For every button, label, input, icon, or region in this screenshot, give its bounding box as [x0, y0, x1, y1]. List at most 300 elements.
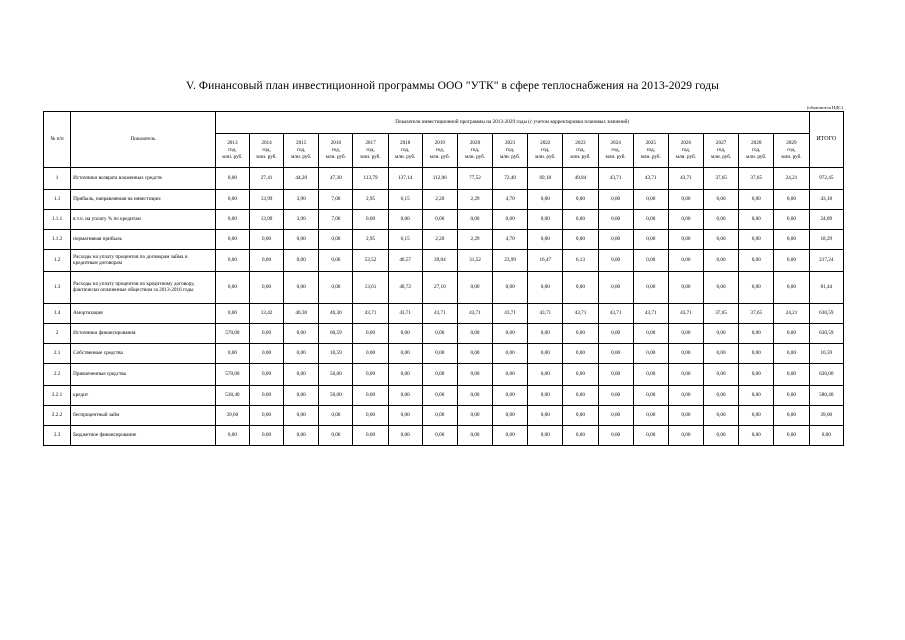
value-cell: 0,00: [704, 426, 739, 446]
value-cell: 24,21: [774, 304, 809, 324]
value-cell: 0,00: [493, 272, 528, 304]
header-year-2028: [739, 134, 774, 168]
header-year-2022: [528, 134, 563, 168]
value-cell: 0,00: [319, 230, 353, 250]
value-cell: 0,00: [249, 324, 283, 344]
row-indicator: Амортизация: [71, 304, 216, 324]
row-total: 630,59: [809, 304, 843, 324]
value-cell: 27,41: [249, 168, 283, 190]
year-label: 2016: [330, 139, 342, 146]
value-cell: 2,20: [422, 230, 457, 250]
value-cell: 0,00: [563, 406, 598, 426]
value-cell: 49,84: [563, 168, 598, 190]
value-cell: 3,90: [284, 190, 319, 210]
unit-label: млн. руб.: [535, 154, 556, 160]
value-cell: 0,00: [563, 190, 598, 210]
value-cell: 7,00: [319, 210, 353, 230]
row-total: 217,24: [809, 250, 843, 272]
value-cell: 0,00: [668, 190, 703, 210]
value-cell: 113,79: [353, 168, 388, 190]
value-cell: 0,00: [388, 324, 422, 344]
row-indicator: беспроцентный займ: [71, 406, 216, 426]
value-cell: 0,00: [563, 272, 598, 304]
year-suffix: год,: [681, 146, 691, 153]
value-cell: 0,00: [633, 210, 668, 230]
year-label: 2023: [575, 139, 586, 146]
value-cell: 10,59: [319, 344, 353, 364]
header-year-2018: [388, 134, 422, 168]
year-suffix: год,: [716, 146, 726, 153]
value-cell: 0,00: [598, 344, 633, 364]
year-label: 2019: [434, 139, 446, 146]
row-indicator: в т.ч. на уплату % по кредитам: [71, 210, 216, 230]
year-label: 2029: [786, 139, 797, 146]
value-cell: 0,00: [598, 324, 633, 344]
value-cell: 0,00: [284, 344, 319, 364]
value-cell: 0,00: [319, 272, 353, 304]
value-cell: 46,57: [388, 250, 422, 272]
value-cell: 0,00: [493, 344, 528, 364]
value-cell: 0,00: [704, 272, 739, 304]
value-cell: 0,00: [668, 386, 703, 406]
value-cell: 0,00: [739, 210, 774, 230]
value-cell: 39,04: [422, 250, 457, 272]
value-cell: 0,00: [668, 406, 703, 426]
value-cell: 7,00: [319, 190, 353, 210]
year-suffix: год,: [576, 146, 585, 153]
value-cell: 0,00: [249, 364, 283, 386]
value-cell: 0,00: [388, 426, 422, 446]
unit-label: млн. руб.: [464, 154, 486, 160]
value-cell: 0,00: [563, 426, 598, 446]
year-label: 2026: [680, 139, 692, 146]
value-cell: 0,00: [668, 344, 703, 364]
header-year-2020: [457, 134, 492, 168]
value-cell: 0,00: [668, 426, 703, 446]
value-cell: 0,00: [215, 426, 249, 446]
value-cell: 0,00: [388, 406, 422, 426]
value-cell: 0,00: [215, 190, 249, 210]
table-row: [44, 230, 844, 250]
value-cell: 0,00: [739, 406, 774, 426]
value-cell: 23,99: [493, 250, 528, 272]
value-cell: 0,00: [739, 364, 774, 386]
value-cell: 0,00: [284, 406, 319, 426]
row-total: 39,60: [809, 406, 843, 426]
value-cell: 0,00: [563, 386, 598, 406]
row-number: 1.2: [44, 250, 71, 272]
value-cell: 77,52: [457, 168, 492, 190]
value-cell: 0,00: [319, 406, 353, 426]
value-cell: 0,00: [528, 210, 563, 230]
value-cell: 0,00: [284, 230, 319, 250]
value-cell: 0,00: [774, 344, 809, 364]
unit-label: млн. руб.: [570, 154, 591, 160]
value-cell: 0,00: [739, 230, 774, 250]
row-total: 24,89: [809, 210, 843, 230]
value-cell: 0,00: [249, 406, 283, 426]
value-cell: 0,00: [774, 324, 809, 344]
value-cell: 0,00: [457, 272, 492, 304]
value-cell: 0,00: [704, 364, 739, 386]
table-row: [44, 426, 844, 446]
value-cell: 0,00: [563, 344, 598, 364]
year-label: 2022: [540, 139, 551, 146]
vat-note: (облагаются НДС): [806, 105, 843, 110]
year-label: 2024: [610, 139, 621, 146]
value-cell: 0,00: [319, 250, 353, 272]
row-total: 630,59: [809, 324, 843, 344]
header-indicator: Показатель: [71, 112, 216, 168]
table-row: [44, 344, 844, 364]
year-label: 2020: [469, 139, 481, 146]
value-cell: 0,00: [633, 364, 668, 386]
value-cell: 0,00: [388, 364, 422, 386]
value-cell: 0,00: [215, 304, 249, 324]
value-cell: 44,20: [284, 168, 319, 190]
value-cell: 0,00: [249, 386, 283, 406]
value-cell: 0,00: [457, 406, 492, 426]
value-cell: 0,00: [598, 250, 633, 272]
value-cell: 0,00: [457, 324, 492, 344]
value-cell: 27,10: [422, 272, 457, 304]
value-cell: 0,00: [774, 386, 809, 406]
value-cell: 0,00: [598, 426, 633, 446]
value-cell: 0,00: [215, 344, 249, 364]
value-cell: 37,65: [739, 168, 774, 190]
value-cell: 37,65: [704, 168, 739, 190]
value-cell: 0,00: [668, 364, 703, 386]
header-caption-row: [44, 112, 844, 134]
header-year-2021: [493, 134, 528, 168]
header-year-2023: [563, 134, 598, 168]
value-cell: 0,00: [353, 210, 388, 230]
value-cell: 0,00: [353, 386, 388, 406]
value-cell: 2,20: [422, 190, 457, 210]
row-total: 10,59: [809, 344, 843, 364]
value-cell: 0,00: [774, 230, 809, 250]
value-cell: 0,00: [704, 406, 739, 426]
row-indicator: Источники возврата вложенных средств: [71, 168, 216, 190]
unit-label: млн. руб.: [222, 154, 243, 160]
value-cell: 0,00: [422, 210, 457, 230]
value-cell: 0,00: [528, 272, 563, 304]
value-cell: 0,00: [774, 272, 809, 304]
value-cell: 2,29: [457, 230, 492, 250]
row-indicator: кредит: [71, 386, 216, 406]
value-cell: 0,00: [493, 426, 528, 446]
value-cell: 39,60: [215, 406, 249, 426]
value-cell: 0,00: [215, 168, 249, 190]
value-cell: 43,71: [563, 304, 598, 324]
unit-label: млн. руб.: [640, 154, 661, 160]
value-cell: 40,72: [388, 272, 422, 304]
row-number: 2.2.2: [44, 406, 71, 426]
value-cell: 0,00: [668, 210, 703, 230]
year-suffix: год,: [297, 146, 306, 153]
value-cell: 43,71: [457, 304, 492, 324]
unit-label: млн. руб.: [360, 154, 381, 160]
value-cell: 0,00: [249, 426, 283, 446]
value-cell: 0,00: [633, 426, 668, 446]
year-suffix: год,: [752, 146, 761, 153]
value-cell: 37,65: [739, 304, 774, 324]
value-cell: 0,00: [668, 272, 703, 304]
value-cell: 0,00: [774, 250, 809, 272]
year-suffix: год,: [611, 146, 620, 153]
value-cell: 0,00: [563, 364, 598, 386]
value-cell: 0,00: [493, 364, 528, 386]
row-indicator: Расходы на уплату процентов по кредитному договору, фактически оплаченные обществом за 2013-2016 годы: [71, 272, 216, 304]
year-suffix: год,: [470, 146, 480, 153]
value-cell: 43,71: [493, 304, 528, 324]
value-cell: 43,71: [598, 168, 633, 190]
header-year-2014: [249, 134, 283, 168]
row-total: 580,40: [809, 386, 843, 406]
value-cell: 2,95: [353, 190, 388, 210]
value-cell: 0,00: [284, 386, 319, 406]
value-cell: 0,00: [353, 426, 388, 446]
value-cell: 13,42: [249, 304, 283, 324]
value-cell: 0,00: [633, 324, 668, 344]
value-cell: 53,52: [353, 250, 388, 272]
year-suffix: год,: [541, 146, 550, 153]
header-year-2025: [633, 134, 668, 168]
value-cell: 60,59: [319, 324, 353, 344]
header-year-2013: [215, 134, 249, 168]
value-cell: 0,00: [704, 344, 739, 364]
row-indicator: Расходы на уплату процентов по договорам займа и кредитным договорам: [71, 250, 216, 272]
year-suffix: год,: [435, 146, 445, 153]
value-cell: 0,00: [422, 386, 457, 406]
value-cell: 0,00: [704, 210, 739, 230]
year-label: 2013: [227, 139, 238, 146]
value-cell: 570,00: [215, 324, 249, 344]
value-cell: 0,00: [353, 364, 388, 386]
header-year-2024: [598, 134, 633, 168]
row-total: 972,45: [809, 168, 843, 190]
unit-label: млн. руб.: [675, 154, 697, 160]
header-num: № п/п: [44, 112, 71, 168]
header-year-2016: [319, 134, 353, 168]
value-cell: 0,00: [457, 426, 492, 446]
value-cell: 0,00: [739, 190, 774, 210]
year-suffix: год,: [262, 146, 271, 153]
value-cell: 0,00: [774, 426, 809, 446]
value-cell: 0,00: [739, 426, 774, 446]
value-cell: 37,65: [704, 304, 739, 324]
value-cell: 0,00: [598, 364, 633, 386]
value-cell: 0,00: [249, 250, 283, 272]
year-label: 2027: [715, 139, 727, 146]
table-row: [44, 190, 844, 210]
value-cell: 72,40: [493, 168, 528, 190]
row-indicator: нормативная прибыль: [71, 230, 216, 250]
value-cell: 0,00: [388, 386, 422, 406]
value-cell: 0,00: [215, 230, 249, 250]
row-indicator: Бюджетное финансирование: [71, 426, 216, 446]
value-cell: 43,71: [598, 304, 633, 324]
value-cell: 47,30: [319, 168, 353, 190]
unit-label: млн. руб.: [500, 154, 521, 160]
value-cell: 0,00: [668, 250, 703, 272]
value-cell: 0,00: [422, 364, 457, 386]
year-label: 2017: [365, 139, 376, 146]
value-cell: 0,00: [633, 250, 668, 272]
value-cell: 6,15: [388, 230, 422, 250]
value-cell: 43,71: [633, 168, 668, 190]
row-number: 2.2: [44, 364, 71, 386]
value-cell: 13,99: [249, 190, 283, 210]
row-indicator: Источники финансирования: [71, 324, 216, 344]
value-cell: 0,00: [353, 406, 388, 426]
value-cell: 43,71: [668, 304, 703, 324]
value-cell: 0,00: [284, 364, 319, 386]
value-cell: 0,00: [528, 190, 563, 210]
row-indicator: Прибыль, направляемая на инвестиции:: [71, 190, 216, 210]
value-cell: 0,00: [774, 364, 809, 386]
value-cell: 0,00: [457, 210, 492, 230]
value-cell: 6,13: [563, 250, 598, 272]
row-number: 1.4: [44, 304, 71, 324]
year-label: 2018: [399, 139, 411, 146]
value-cell: 0,00: [388, 344, 422, 364]
value-cell: 0,00: [704, 190, 739, 210]
value-cell: 50,00: [319, 364, 353, 386]
value-cell: 0,00: [704, 386, 739, 406]
value-cell: 0,00: [739, 272, 774, 304]
value-cell: 40,30: [319, 304, 353, 324]
value-cell: 43,71: [388, 304, 422, 324]
value-cell: 0,00: [493, 324, 528, 344]
value-cell: 2,29: [457, 190, 492, 210]
row-indicator: Привлеченные средства: [71, 364, 216, 386]
value-cell: 0,00: [704, 230, 739, 250]
row-number: 2.2.1: [44, 386, 71, 406]
unit-label: млн. руб.: [710, 154, 732, 160]
value-cell: 0,00: [215, 272, 249, 304]
value-cell: 0,00: [563, 230, 598, 250]
value-cell: 0,00: [284, 250, 319, 272]
value-cell: 0,00: [215, 210, 249, 230]
value-cell: 0,00: [284, 426, 319, 446]
page-title: V. Финансовый план инвестиционной программы ООО "УТК" в сфере теплоснабжения на 2013-2029 годы: [186, 80, 719, 92]
year-label: 2015: [296, 139, 307, 146]
value-cell: 43,71: [633, 304, 668, 324]
year-suffix: год,: [505, 146, 515, 153]
value-cell: 50,00: [319, 386, 353, 406]
header-caption: Показатели инвестиционной программы на 2013-2029 годы (с учетом корректировки плановых значений): [215, 112, 809, 134]
value-cell: 0,00: [598, 406, 633, 426]
value-cell: 0,00: [457, 364, 492, 386]
value-cell: 31,52: [457, 250, 492, 272]
table-row: [44, 386, 844, 406]
value-cell: 0,00: [249, 230, 283, 250]
value-cell: 0,00: [668, 230, 703, 250]
unit-label: млн. руб.: [291, 154, 312, 160]
table-row: [44, 210, 844, 230]
value-cell: 0,00: [774, 406, 809, 426]
unit-label: млн. руб.: [746, 154, 767, 160]
value-cell: 0,00: [528, 324, 563, 344]
value-cell: 43,71: [528, 304, 563, 324]
value-cell: 0,00: [422, 406, 457, 426]
value-cell: 2,95: [353, 230, 388, 250]
unit-label: млн. руб.: [605, 154, 626, 160]
header-year-2015: [284, 134, 319, 168]
value-cell: 112,06: [422, 168, 457, 190]
value-cell: 0,00: [215, 250, 249, 272]
value-cell: 0,00: [528, 426, 563, 446]
financial-plan-table: [43, 111, 844, 446]
table-row: [44, 304, 844, 324]
value-cell: 0,00: [739, 386, 774, 406]
value-cell: 0,00: [704, 250, 739, 272]
value-cell: 13,61: [353, 272, 388, 304]
value-cell: 43,71: [668, 168, 703, 190]
row-number: 1.3: [44, 272, 71, 304]
value-cell: 0,00: [704, 324, 739, 344]
year-suffix: год,: [787, 146, 796, 153]
value-cell: 0,00: [598, 210, 633, 230]
year-label: 2028: [751, 139, 762, 146]
value-cell: 0,00: [774, 190, 809, 210]
value-cell: 0,00: [633, 406, 668, 426]
value-cell: 13,99: [249, 210, 283, 230]
value-cell: 0,00: [633, 272, 668, 304]
table-row: [44, 250, 844, 272]
unit-label: млн. руб.: [395, 154, 416, 160]
table-row: [44, 406, 844, 426]
value-cell: 0,00: [353, 324, 388, 344]
value-cell: 0,00: [668, 324, 703, 344]
value-cell: 0,00: [633, 386, 668, 406]
value-cell: 0,00: [284, 272, 319, 304]
value-cell: 0,00: [563, 324, 598, 344]
header-year-2026: [668, 134, 703, 168]
value-cell: 0,00: [598, 190, 633, 210]
year-label: 2014: [261, 139, 272, 146]
year-label: 2025: [645, 139, 656, 146]
value-cell: 0,00: [739, 250, 774, 272]
row-number: 2.3: [44, 426, 71, 446]
value-cell: 0,00: [598, 272, 633, 304]
value-cell: 0,00: [633, 230, 668, 250]
value-cell: 24,21: [774, 168, 809, 190]
row-number: 2.1: [44, 344, 71, 364]
row-number: 1: [44, 168, 71, 190]
table-row: [44, 364, 844, 386]
row-total: 81,44: [809, 272, 843, 304]
row-number: 1.1.2: [44, 230, 71, 250]
unit-label: млн. руб.: [429, 154, 450, 160]
unit-label: млн. руб.: [325, 154, 346, 160]
value-cell: 43,71: [353, 304, 388, 324]
unit-label: млн. руб.: [781, 154, 802, 160]
value-cell: 3,90: [284, 210, 319, 230]
value-cell: 0,00: [457, 344, 492, 364]
value-cell: 0,00: [249, 272, 283, 304]
value-cell: 69,18: [528, 168, 563, 190]
value-cell: 0,00: [284, 324, 319, 344]
value-cell: 0,00: [319, 426, 353, 446]
table-row: [44, 272, 844, 304]
header-year-2029: [774, 134, 809, 168]
unit-label: млн. руб.: [256, 154, 277, 160]
value-cell: 0,00: [563, 210, 598, 230]
value-cell: 0,00: [528, 386, 563, 406]
value-cell: 0,00: [249, 344, 283, 364]
